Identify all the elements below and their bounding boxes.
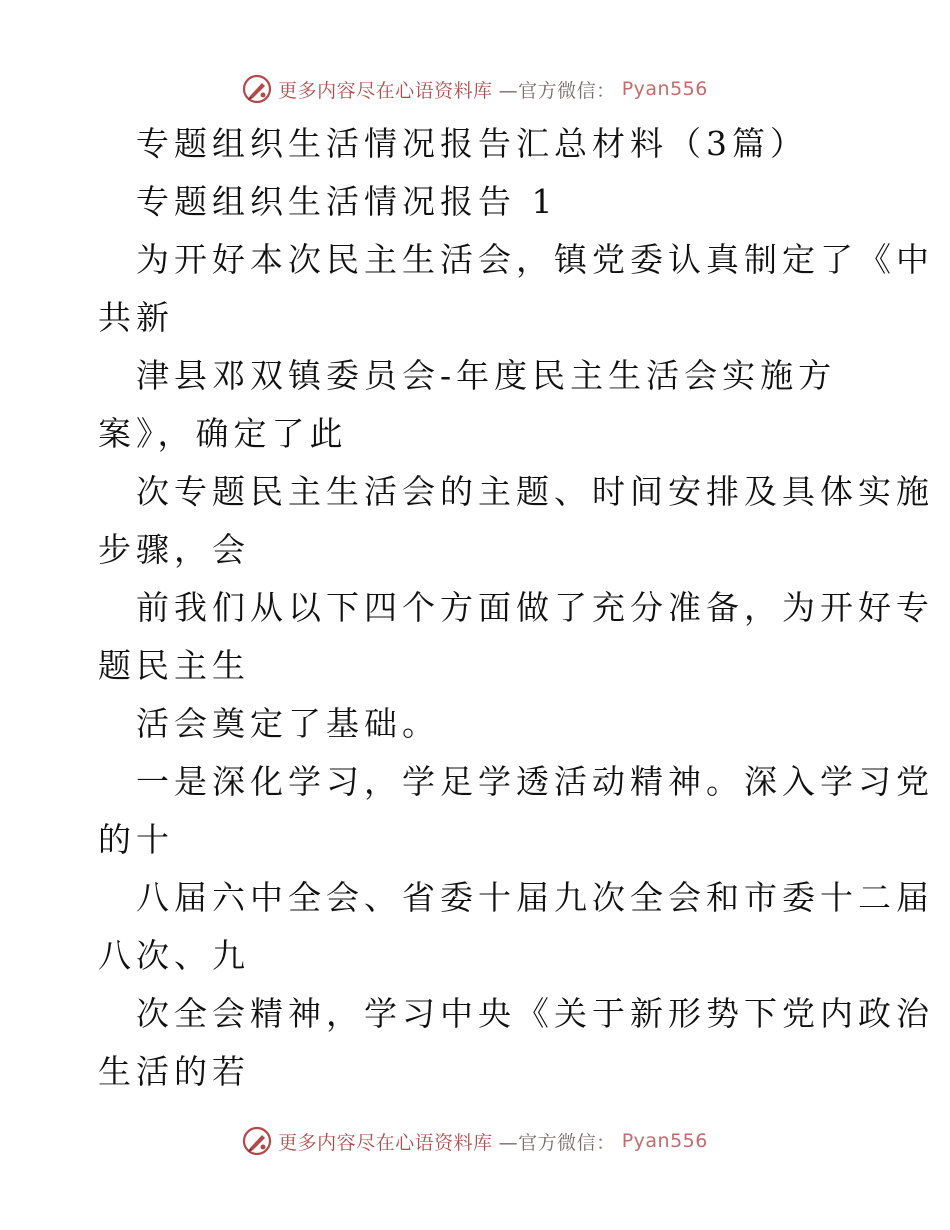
text-line: 的十 [98, 820, 174, 859]
watermark-wechat-id: Pyan556 [621, 1130, 708, 1152]
text-line: 次全会精神，学习中央《关于新形势下党内政治 [136, 994, 934, 1033]
section-heading: 专题组织生活情况报告 1 [136, 182, 558, 221]
watermark-text: 更多内容尽在心语资料库 [278, 79, 493, 102]
text-line: 一是深化学习，学足学透活动精神。深入学习党 [136, 762, 934, 801]
text-line: 次专题民主生活会的主题、时间安排及具体实施 [136, 472, 934, 511]
watermark-header [0, 74, 950, 104]
watermark-footer [0, 1126, 950, 1156]
document-title: 专题组织生活情况报告汇总材料（3篇） [136, 124, 808, 163]
text-line: 活会奠定了基础。 [136, 704, 440, 743]
text-line: 津县邓双镇委员会-年度民主生活会实施方 [136, 356, 837, 395]
watermark-wechat-label: —官方微信： [498, 79, 616, 102]
text-line: 生活的若 [98, 1052, 250, 1091]
text-line: 为开好本次民主生活会，镇党委认真制定了《中 [136, 240, 934, 279]
pen-logo-icon [242, 1126, 272, 1156]
text-line: 前我们从以下四个方面做了充分准备，为开好专 [136, 588, 934, 627]
text-line: 步骤，会 [98, 530, 250, 569]
text-line: 八次、九 [98, 936, 250, 975]
document-body [98, 124, 934, 1110]
text-line: 八届六中全会、省委十届九次全会和市委十二届 [136, 878, 934, 917]
text-line: 题民主生 [98, 646, 250, 685]
watermark-wechat-label: —官方微信： [498, 1131, 616, 1154]
watermark-wechat-id: Pyan556 [621, 78, 708, 100]
pen-logo-icon [242, 74, 272, 104]
watermark-text: 更多内容尽在心语资料库 [278, 1131, 493, 1154]
text-line: 共新 [98, 298, 174, 337]
text-line: 案》，确定了此 [98, 414, 348, 453]
